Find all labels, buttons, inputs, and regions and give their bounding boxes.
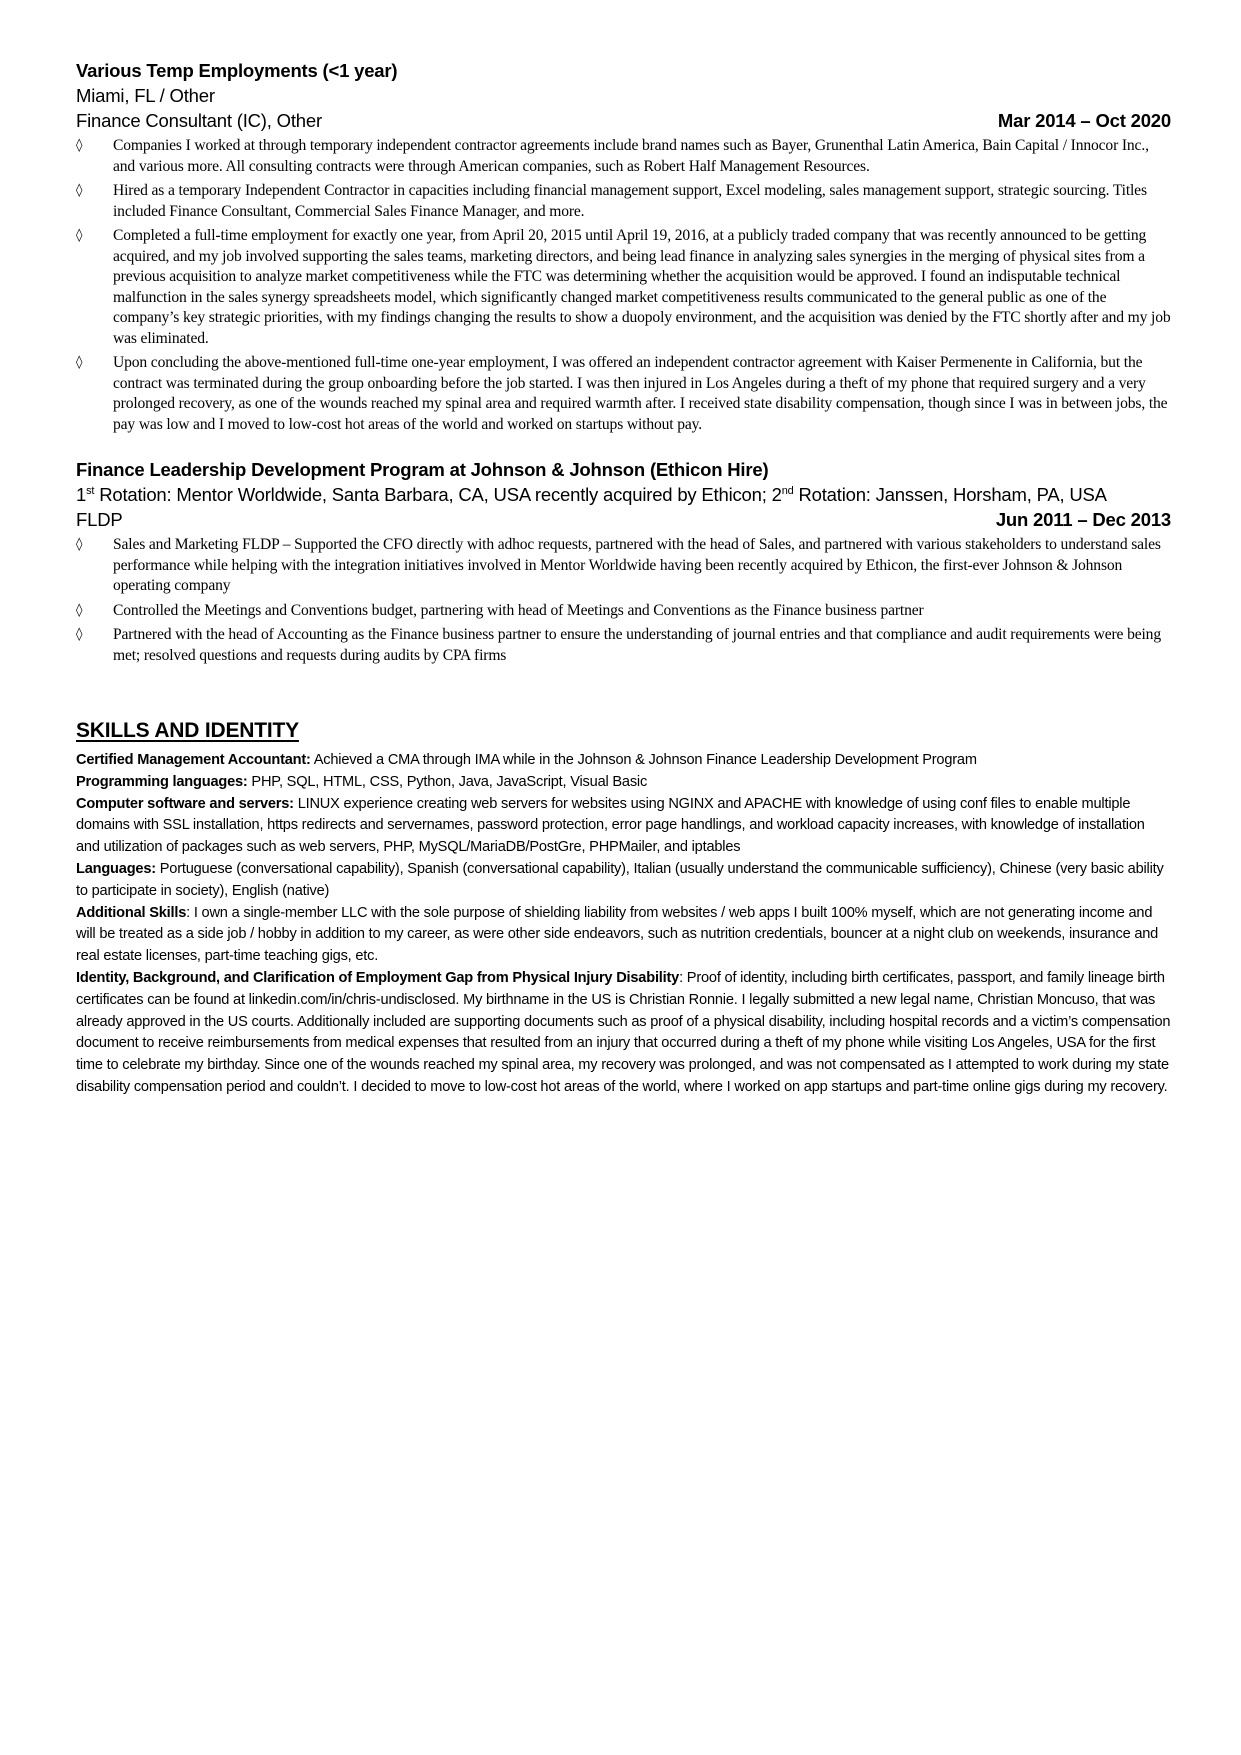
diamond-bullet-icon: ◊ — [76, 602, 83, 618]
bullet-text: Sales and Marketing FLDP – Supported the CFO directly with adhoc requests, partnered with the head of Sales, and partnered with various stakeholders to understand sales performance while helping with the integration initiatives involved in Mentor Worldwide having been recently acquired by Ethicon, the first-ever Johnson & Johnson operating company — [113, 536, 1161, 594]
skill-item-cma — [76, 750, 1171, 772]
job-bullet — [76, 181, 1171, 222]
rotation-1-number: 1 — [76, 484, 87, 505]
rotation-1-text: Rotation: Mentor Worldwide, Santa Barbara, CA, USA recently acquired by Ethicon; — [94, 484, 772, 505]
rotation-1-ordinal: st — [86, 485, 95, 497]
diamond-bullet-icon: ◊ — [76, 138, 83, 153]
job-dates: Jun 2011 – Dec 2013 — [995, 509, 1171, 530]
job-entry-temp — [76, 58, 1171, 435]
job-role-line — [76, 507, 1171, 532]
job-location-text: Miami, FL / Other — [76, 85, 215, 106]
job-title: Various Temp Employments (<1 year) — [76, 60, 398, 81]
job-bullet — [76, 535, 1171, 597]
rotation-2-text: Rotation: Janssen, Horsham, PA, USA — [793, 484, 1107, 505]
job-rotations — [76, 482, 1107, 507]
rotation-2-ordinal: nd — [781, 485, 794, 497]
diamond-bullet-icon: ◊ — [76, 183, 83, 198]
skill-item-programming — [76, 772, 1171, 794]
job-title: Finance Leadership Development Program at Johnson & Johnson (Ethicon Hire) — [76, 459, 769, 480]
job-bullets — [76, 535, 1171, 666]
skill-text: Achieved a CMA through IMA while in the Johnson & Johnson Finance Leadership Development Program — [310, 752, 977, 768]
bullet-text: Partnered with the head of Accounting as the Finance business partner to ensure the understanding of journal entries and that compliance and audit requirements were being met; resolved questions and requests during audits by CPA firms — [113, 626, 1161, 664]
skill-text: : Proof of identity, including birth certificates, passport, and family lineage birth certificates can be found at linkedin.com/in/chris-undisclosed. My birthname in the US is Christian Ronnie. I legally submitted a new legal name, Christian Moncuso, that was already approved in the US courts. Additionally included are supporting documents such as proof of a physical disability, including hospital records and a victim’s compensation document to receive reimbursements from medical expenses that resulted from an injury that occurred during a theft of my phone while visiting Los Angeles, USA for the first time to celebrate my birthday. Since one of the wounds reached my spinal area, my recovery was prolonged, and was not compensated as I attempted to work during my state disability compensation period and couldn’t. I decided to move to low-cost hot areas of the world, where I worked on app startups and part-time online gigs during my recovery. — [76, 969, 1171, 1095]
skill-item-software — [76, 794, 1171, 859]
skill-item-additional — [76, 903, 1171, 968]
job-bullets — [76, 136, 1171, 435]
diamond-bullet-icon: ◊ — [76, 228, 83, 243]
diamond-bullet-icon: ◊ — [76, 537, 83, 552]
diamond-bullet-icon: ◊ — [76, 355, 83, 370]
skill-label: Certified Management Accountant: — [76, 752, 311, 768]
skill-text: LINUX experience creating web servers for websites using NGINX and APACHE with knowledge of using conf files to enable multiple domains with SSL installation, https redirects and servernames, password protection, error page handlings, and workload capacity increases, with knowledge of installation and utilization of packages such as web servers, PHP, MySQL/MariaDB/PostGre, PHPMailer, and iptables — [76, 795, 1145, 856]
skill-text: PHP, SQL, HTML, CSS, Python, Java, JavaScript, Visual Basic — [247, 773, 648, 790]
job-role: Finance Consultant (IC), Other — [76, 110, 322, 131]
skill-label: Computer software and servers: — [76, 795, 294, 812]
job-bullet — [76, 226, 1171, 349]
bullet-text: Controlled the Meetings and Conventions budget, partnering with head of Meetings and Conventions as the Finance business partner — [113, 601, 924, 619]
skills-section — [76, 750, 1171, 1099]
skill-text: : I own a single-member LLC with the sole purpose of shielding liability from websites / web apps I built 100% myself, which are not generating income and will be treated as a side job / hobby in addition to my career, as were other side endeavors, such as nutrition credentials, bouncer at a night club on weekends, insurance and real estate licenses, part-time teaching gigs, etc. — [76, 904, 1159, 965]
bullet-text: Hired as a temporary Independent Contractor in capacities including financial management support, Excel modeling, sales management support, strategic sourcing. Titles included Finance Consultant, Commercial Sales Finance Manager, and more. — [113, 182, 1147, 220]
job-rotation-line — [76, 482, 1171, 507]
job-dates: Mar 2014 – Oct 2020 — [997, 110, 1171, 131]
skill-label: Programming languages: — [76, 773, 248, 790]
skill-label: Languages: — [76, 860, 156, 877]
resume-page — [76, 58, 1171, 1099]
job-bullet — [76, 601, 1171, 622]
job-role: FLDP — [76, 509, 123, 530]
job-bullet — [76, 136, 1171, 177]
job-entry-jnj — [76, 457, 1171, 666]
job-location — [76, 83, 1171, 108]
skill-item-languages — [76, 859, 1171, 903]
job-bullet — [76, 353, 1171, 435]
bullet-text: Completed a full-time employment for exactly one year, from April 20, 2015 until April 19, 2016, at a publicly traded company that was recently announced to be getting acquired, and my job involved supporting the sales teams, marketing directors, and being lead finance in analyzing sales synergies in the merging of physical sites from a previous acquisition to analyze market competitiveness while the FTC was determining whether the acquisition would be approved. I found an indisputable technical malfunction in the sales synergy spreadsheets model, which significantly changed market competitiveness results communicated to the general public as one of the company’s key strategic priorities, with my findings changing the results to show a duopoly environment, and the acquisition was denied by the FTC shortly after and my job was eliminated. — [113, 227, 1171, 347]
diamond-bullet-icon: ◊ — [76, 627, 83, 642]
skill-text: Portuguese (conversational capability), Spanish (conversational capability), Italian (usually understand the communicable sufficiency), Chinese (very basic ability to participate in society), English (native) — [76, 860, 1164, 899]
job-role-line — [76, 108, 1171, 133]
skill-item-identity — [76, 968, 1171, 1099]
section-heading-skills: SKILLS AND IDENTITY — [76, 719, 299, 742]
job-bullet — [76, 625, 1171, 666]
bullet-text: Upon concluding the above-mentioned full-time one-year employment, I was offered an independent contractor agreement with Kaiser Permenente in California, but the contract was terminated during the group onboarding before the job started. I was then injured in Los Angeles during a theft of my phone that required surgery and a very prolonged recovery, as one of the wounds reached my spinal area and required warmth after. I received state disability compensation, though since I was in between jobs, the pay was low and I moved to low-cost hot areas of the world and worked on startups without pay. — [113, 354, 1168, 433]
skill-label: Additional Skills — [76, 904, 187, 921]
bullet-text: Companies I worked at through temporary independent contractor agreements include brand names such as Bayer, Grunenthal Latin America, Bain Capital / Innocor Inc., and various more. All consulting contracts were through American companies, such as Robert Half Management Resources. — [113, 137, 1149, 175]
rotation-2-number: 2 — [771, 484, 782, 505]
skill-label: Identity, Background, and Clarification of Employment Gap from Physical Injury Disability — [76, 969, 680, 986]
